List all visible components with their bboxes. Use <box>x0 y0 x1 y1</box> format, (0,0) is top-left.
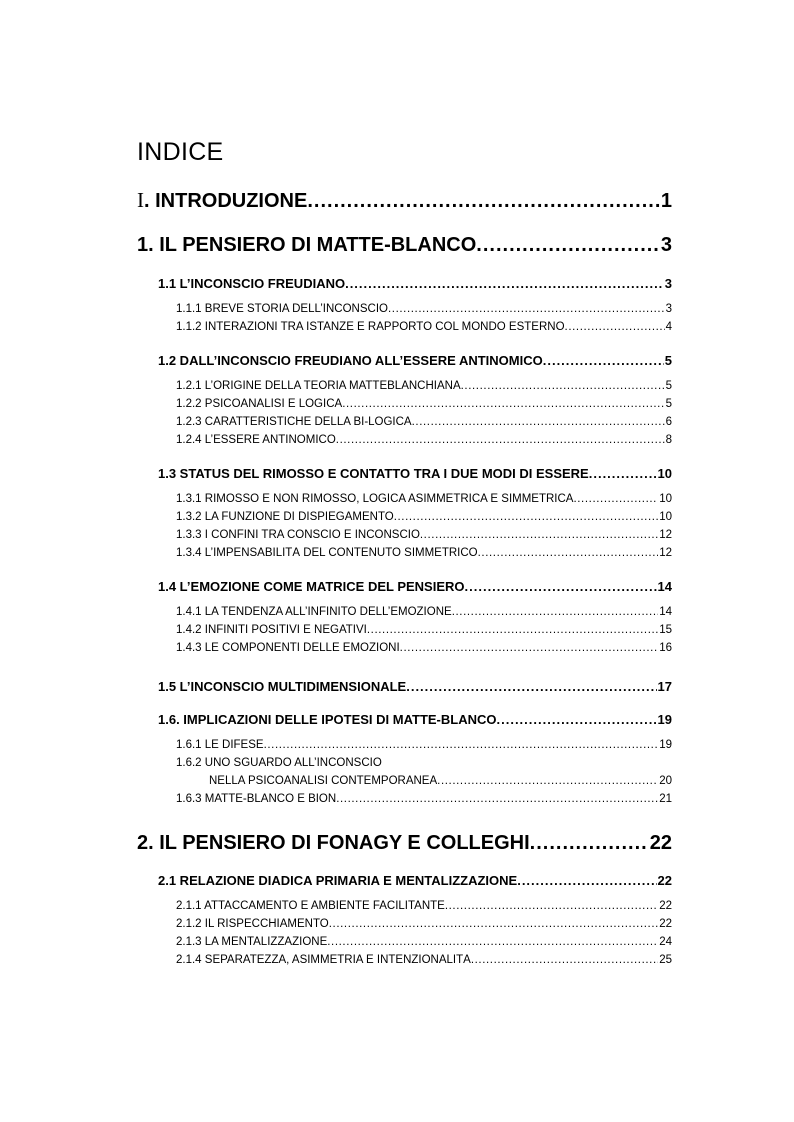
dot-leader <box>412 416 665 428</box>
toc-entry-label: 1.1.2 INTERAZIONI TRA ISTANZE E RAPPORTO COL MONDO ESTERNO <box>176 321 565 333</box>
toc-entry-label: 1.2.1 L’ORIGINE DELLA TEORIA MATTEBLANCHIANA <box>176 380 461 392</box>
toc-entry-subsection-1-1-1[interactable] <box>176 303 672 319</box>
dot-leader <box>336 434 665 446</box>
toc-entry-label: 1. IL PENSIERO DI MATTE-BLANCO <box>137 234 477 256</box>
toc-entry-section-2-1[interactable] <box>158 873 672 891</box>
toc-page-number: 5 <box>665 398 672 410</box>
toc-entry-introduction[interactable] <box>137 188 672 216</box>
toc-page-number: 19 <box>659 739 672 751</box>
toc-entry-label: 1.3.3 I CONFINI TRA CONSCIO E INCONSCIO <box>176 529 420 541</box>
dot-leader <box>420 529 658 541</box>
toc-page-number: 10 <box>659 493 672 505</box>
toc-entry-section-1-6[interactable] <box>158 712 672 730</box>
toc-entry-subsection-1-2-1[interactable] <box>176 380 672 396</box>
dot-leader <box>307 190 660 213</box>
toc-entry-section-1-4[interactable] <box>158 579 672 597</box>
toc-entry-label: 1.6.1 LE DIFESE <box>176 739 264 751</box>
dot-leader <box>329 918 658 930</box>
dot-leader <box>471 954 658 966</box>
toc-page-number: 25 <box>659 954 672 966</box>
toc-entry-label: 1.2 DALL’INCONSCIO FREUDIANO ALL’ESSERE ANTINOMICO <box>158 353 543 368</box>
toc-entry-label: 1.2.3 CARATTERISTICHE DELLA BI-LOGICA <box>176 416 412 428</box>
toc-entry-subsection-1-4-3[interactable] <box>176 642 672 658</box>
dot-leader <box>327 936 658 948</box>
dot-leader <box>461 380 665 392</box>
toc-entry-label: 1.3 STATUS DEL RIMOSSO E CONTATTO TRA I DUE MODI DI ESSERE <box>158 466 589 481</box>
dot-leader <box>342 398 664 410</box>
dot-leader <box>589 466 657 481</box>
toc-entry-label: 1.6.3 MATTE-BLANCO E BION <box>176 793 337 805</box>
toc-entry-label: 1.4.1 LA TENDENZA ALL’INFINITO DELL’EMOZIONE <box>176 606 452 618</box>
toc-entry-chapter-2[interactable] <box>137 832 672 860</box>
toc-entry-subsection-1-4-1[interactable] <box>176 606 672 622</box>
toc-entry-subsection-2-1-4[interactable] <box>176 954 672 970</box>
toc-page-number: 12 <box>659 547 672 559</box>
toc-entry-label: NELLA PSICOANALISI CONTEMPORANEA <box>209 775 438 787</box>
dot-leader <box>437 775 658 787</box>
toc-entry-label: 1.2.2 PSICOANALISI E LOGICA <box>176 398 343 410</box>
dot-leader <box>336 793 658 805</box>
toc-page-number: 8 <box>665 434 672 446</box>
toc-page-number: 22 <box>659 918 672 930</box>
dot-leader <box>465 579 657 594</box>
toc-page-number: 17 <box>657 679 672 694</box>
dot-leader <box>388 303 665 315</box>
toc-page-number: 22 <box>659 900 672 912</box>
toc-entry-label: 1.5 L’INCONSCIO MULTIDIMENSIONALE <box>158 679 407 694</box>
toc-entry-chapter-1[interactable] <box>137 234 672 262</box>
toc-page-number: 5 <box>664 353 672 368</box>
toc-page-number: 10 <box>657 466 672 481</box>
toc-entry-subsection-1-2-3[interactable] <box>176 416 672 432</box>
toc-entry-label: 1.3.4 L’IMPENSABILITÀ DEL CONTENUTO SIMMETRICO <box>176 547 478 559</box>
toc-page-number: 20 <box>659 775 672 787</box>
toc-entry-label: 1.4.3 LE COMPONENTI DELLE EMOZIONI <box>176 642 400 654</box>
toc-entry-subsection-1-3-4[interactable] <box>176 547 672 563</box>
dot-leader <box>476 234 660 257</box>
dot-leader <box>497 712 657 727</box>
toc-entry-label: 1.3.2 LA FUNZIONE DI DISPIEGAMENTO <box>176 511 394 523</box>
toc-entry-label: 2.1.3 LA MENTALIZZAZIONE <box>176 936 328 948</box>
toc-page-number: 19 <box>657 712 672 727</box>
dot-leader <box>264 739 659 751</box>
toc-entry-subsection-1-6-3[interactable] <box>176 793 672 809</box>
dot-leader <box>452 606 659 618</box>
toc-entry-subsection-1-6-1[interactable] <box>176 739 672 755</box>
toc-entry-subsection-1-1-2[interactable] <box>176 321 672 337</box>
toc-page-number: 16 <box>659 642 672 654</box>
toc-page-number: 3 <box>665 303 672 315</box>
toc-page-number: 4 <box>665 321 672 333</box>
toc-entry-subsection-1-3-1[interactable] <box>176 493 672 509</box>
toc-page-number: 22 <box>649 832 672 854</box>
toc-entry-subsection-1-6-2-line1[interactable]: 1.6.2 UNO SGUARDO ALL’INCONSCIO <box>176 757 382 769</box>
toc-entry-subsection-1-2-2[interactable] <box>176 398 672 414</box>
toc-entry-label: 1.6. IMPLICAZIONI DELLE IPOTESI DI MATTE-BLANCO <box>158 712 497 727</box>
dot-leader <box>517 873 656 888</box>
toc-entry-section-1-2[interactable] <box>158 353 672 371</box>
toc-page-number: 15 <box>659 624 672 636</box>
toc-entry-label: 2.1.4 SEPARATEZZA, ASIMMETRIA E INTENZIONALITÀ <box>176 954 471 966</box>
toc-page-number: 24 <box>659 936 672 948</box>
toc-entry-subsection-1-6-2[interactable] <box>209 775 672 791</box>
toc-entry-section-1-5[interactable] <box>158 679 672 697</box>
toc-entry-label: 1.4 L’EMOZIONE COME MATRICE DEL PENSIERO <box>158 579 465 594</box>
toc-page-number: 21 <box>659 793 672 805</box>
toc-entry-label: 1.2.4 L’ESSERE ANTINOMICO <box>176 434 336 446</box>
dot-leader <box>406 679 656 694</box>
toc-page-number: 3 <box>660 234 672 256</box>
dot-leader <box>400 642 659 654</box>
toc-page-number: 5 <box>665 380 672 392</box>
toc-entry-label: I. INTRODUZIONE <box>137 188 308 212</box>
toc-entry-label: 2.1 RELAZIONE DIADICA PRIMARIA E MENTALIZZAZIONE <box>158 873 518 888</box>
dot-leader <box>573 493 658 505</box>
dot-leader <box>530 832 649 855</box>
toc-entry-label: 1.1 L’INCONSCIO FREUDIANO <box>158 276 346 291</box>
toc-entry-section-1-3[interactable] <box>158 466 672 484</box>
dot-leader <box>345 276 664 291</box>
toc-entry-label: 1.1.1 BREVE STORIA DELL’INCONSCIO <box>176 303 388 315</box>
toc-page-number: 10 <box>659 511 672 523</box>
toc-page-number: 1 <box>660 190 672 212</box>
toc-entry-subsection-1-3-2[interactable] <box>176 511 672 527</box>
toc-page-number: 12 <box>659 529 672 541</box>
toc-entry-label: 2.1.1 ATTACCAMENTO E AMBIENTE FACILITANTE <box>176 900 445 912</box>
dot-leader <box>543 353 664 368</box>
toc-entry-label: 2.1.2 IL RISPECCHIAMENTO <box>176 918 329 930</box>
toc-page-number: 6 <box>665 416 672 428</box>
dot-leader <box>478 547 659 559</box>
toc-page-number: 3 <box>664 276 672 291</box>
toc-entry-subsection-1-4-2[interactable] <box>176 624 672 640</box>
page-title: INDICE <box>137 138 224 166</box>
dot-leader <box>394 511 659 523</box>
toc-page-number: 22 <box>657 873 672 888</box>
toc-page-number: 14 <box>659 606 672 618</box>
toc-entry-subsection-2-1-2[interactable] <box>176 918 672 934</box>
toc-entry-subsection-1-3-3[interactable] <box>176 529 672 545</box>
toc-entry-subsection-1-2-4[interactable] <box>176 434 672 450</box>
toc-entry-label: 1.4.2 INFINITI POSITIVI E NEGATIVI <box>176 624 367 636</box>
toc-page-number: 14 <box>657 579 672 594</box>
toc-entry-subsection-2-1-3[interactable] <box>176 936 672 952</box>
dot-leader <box>565 321 665 333</box>
toc-entry-label: 2. IL PENSIERO DI FONAGY E COLLEGHI <box>137 832 530 854</box>
toc-entry-subsection-2-1-1[interactable] <box>176 900 672 916</box>
toc-entry-section-1-1[interactable] <box>158 276 672 294</box>
dot-leader <box>445 900 658 912</box>
dot-leader <box>367 624 658 636</box>
toc-entry-label: 1.3.1 RIMOSSO E NON RIMOSSO, LOGICA ASIMMETRICA E SIMMETRICA <box>176 493 574 505</box>
